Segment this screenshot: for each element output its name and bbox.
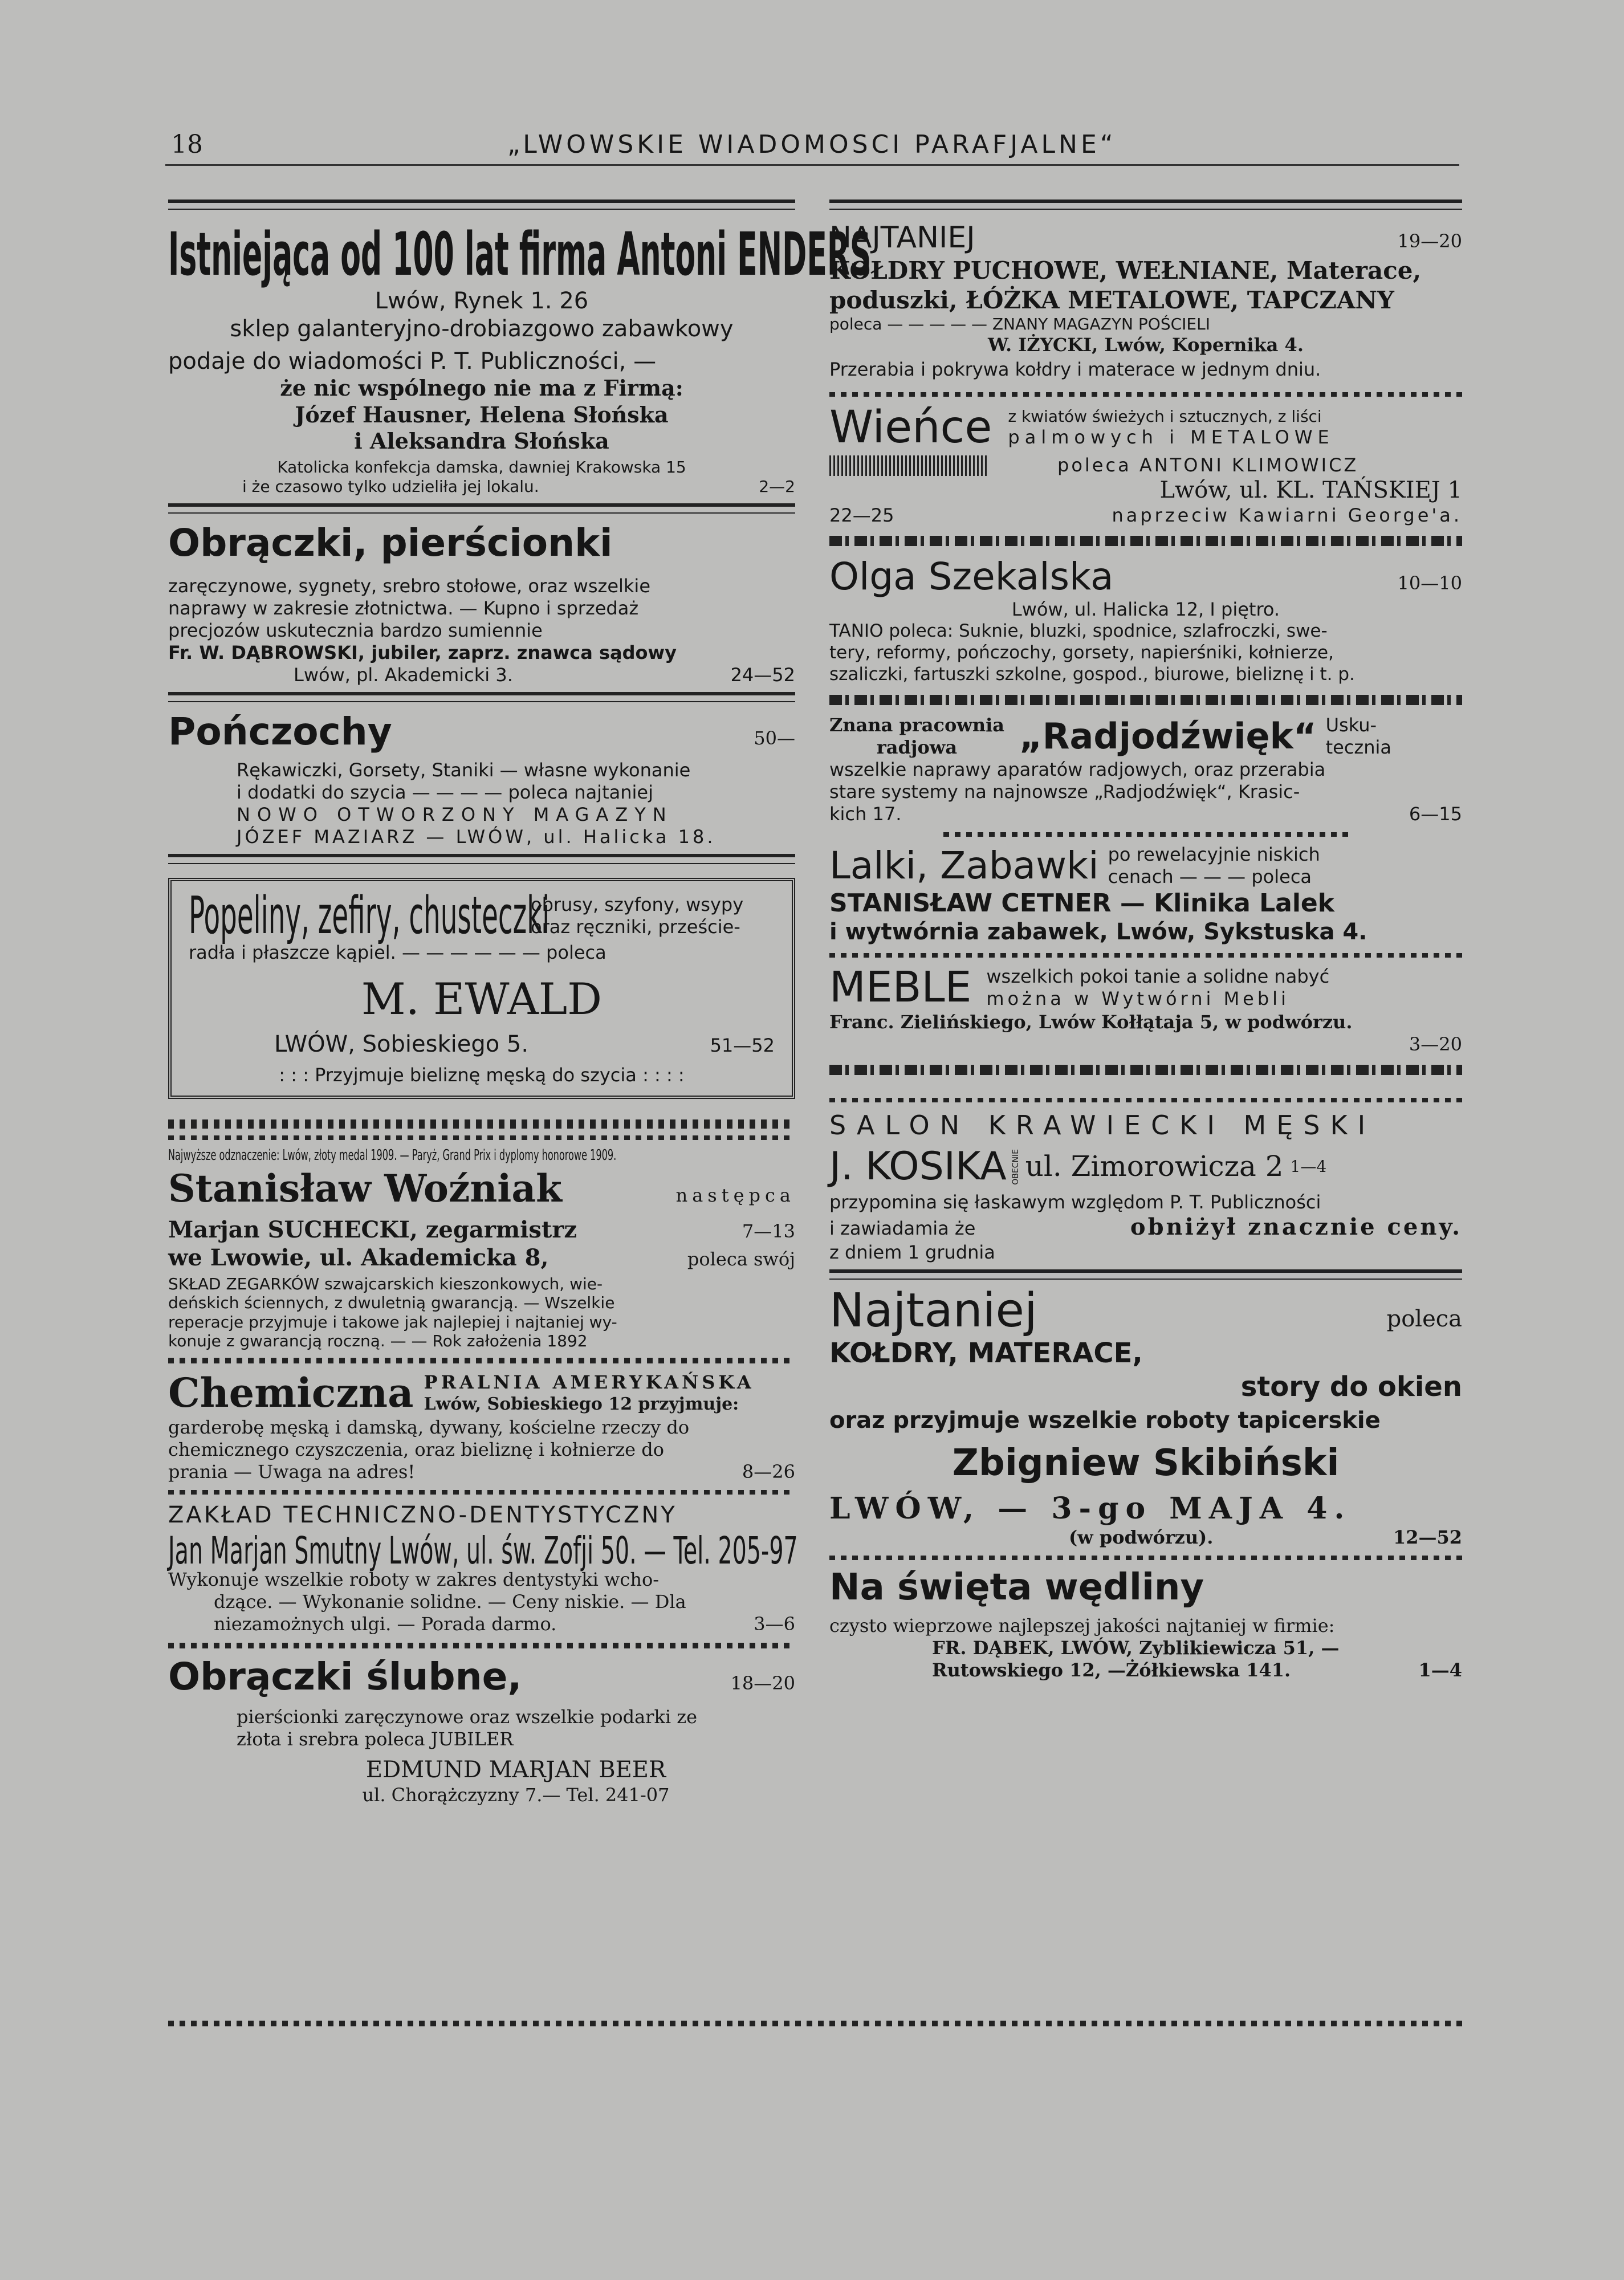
ad-name: M. EWALD <box>361 973 603 1024</box>
ad-code: 50— <box>754 727 795 749</box>
ad-text: dzące. — Wykonanie solidne. — Ceny niskie. — Dla <box>214 1591 686 1613</box>
ad-text: złota i srebra poleca JUBILER <box>237 1728 514 1750</box>
divider <box>829 1556 1462 1560</box>
ad-title: MEBLE <box>829 963 972 1012</box>
ad-text: Rękawiczki, Gorsety, Staniki — własne wykonanie <box>237 759 691 781</box>
divider <box>168 1643 795 1648</box>
ad-maziarz <box>168 710 795 848</box>
ad-text: KOŁDRY, MATERACE, <box>829 1337 1143 1370</box>
ad-ewald <box>168 878 795 1099</box>
ad-text: wszelkie naprawy aparatów radjowych, oraz przerabia <box>829 758 1326 780</box>
ad-text: PRALNIA AMERYKAŃSKA <box>424 1371 755 1394</box>
ad-text: i dodatki do szycia — — — — poleca najtaniej <box>237 781 653 803</box>
page-header <box>165 130 1459 166</box>
ad-text: W. IŻYCKI, Lwów, Kopernika 4. <box>988 333 1304 356</box>
ad-text: : : : Przyjmuje bieliznę męską do szycia : : : : <box>279 1064 685 1086</box>
ad-title: SALON KRAWIECKI MĘSKI <box>829 1109 1376 1141</box>
ad-text: niezamożnych ulgi. — Porada darmo. <box>214 1613 557 1635</box>
ad-text: Najwyższe odznaczenie: Lwów, złoty medal 1909. — Paryż, Grand Prix i dyplomy honorowe 1909. <box>168 1147 617 1165</box>
ad-text: LWÓW, Sobieskiego 5. <box>274 1031 529 1058</box>
ad-text: przypomina się łaskawym względom P. T. Publiczności <box>829 1191 1321 1214</box>
ad-text: LWÓW, — 3-go MAJA 4. <box>829 1491 1352 1526</box>
ad-enders <box>168 219 872 496</box>
ad-title: Lalki, Zabawki <box>829 843 1099 887</box>
divider <box>829 1098 1462 1102</box>
ad-text: Usku- <box>1325 714 1377 736</box>
ad-text: z kwiatów świeżych i sztucznych, z liści <box>1008 407 1322 426</box>
ad-dabek <box>829 1567 1462 1681</box>
ad-code: 22—25 <box>829 504 894 527</box>
ad-text: (w podwórzu). <box>1069 1526 1214 1548</box>
ad-text: tecznia <box>1325 736 1391 758</box>
ad-text: SKŁAD ZEGARKÓW szwajcarskich kieszonkowych, wie- <box>168 1274 603 1293</box>
ad-text: wszelkich pokoi tanie a solidne nabyć <box>986 965 1330 987</box>
ad-text: że nic wspólnego nie ma z Firmą: <box>280 375 683 401</box>
ad-text: radjowa <box>876 736 958 758</box>
divider <box>168 199 795 210</box>
divider <box>168 1119 795 1129</box>
ad-text: JÓZEF MAZIARZ — LWÓW, ul. Halicka 18. <box>237 825 716 848</box>
ad-text: KOŁDRY PUCHOWE, WEŁNIANE, Materace, <box>829 256 1422 285</box>
ad-text: poleca — — — — — ZNANY MAGAZYN POŚCIELI <box>829 314 1210 333</box>
ad-text: z dniem 1 grudnia <box>829 1241 995 1263</box>
divider <box>168 1490 795 1495</box>
divider <box>829 392 1462 397</box>
ad-text: po rewelacyjnie niskich <box>1108 843 1320 865</box>
ad-text: oraz przyjmuje wszelkie roboty tapicerskie <box>829 1407 1381 1434</box>
page-number: 18 <box>171 130 203 159</box>
ad-title: Olga Szekalska <box>829 555 1114 599</box>
ad-text: można w Wytwórni Mebli <box>986 987 1289 1009</box>
ad-text: Lwów, ul. Halicka 12, I piętro. <box>1011 598 1280 621</box>
ad-title: Pończochy <box>168 709 392 754</box>
ad-text: Znana pracownia <box>829 714 1004 736</box>
ad-text: Marjan SUCHECKI, zegarmistrz <box>168 1216 577 1244</box>
ad-text: Lwów, Rynek 1. 26 <box>375 288 589 314</box>
right-column <box>829 199 1462 1681</box>
ad-text: Przerabia i pokrywa kołdry i materace w jednym dniu. <box>829 358 1321 380</box>
ad-zielinski <box>829 964 1462 1055</box>
ad-code: 3—20 <box>1409 1033 1462 1055</box>
ad-text: Franc. Zielińskiego, Lwów Kołłątaja 5, w podwórzu. <box>829 1011 1353 1033</box>
ad-kosika <box>829 1109 1462 1264</box>
ad-chemiczna <box>168 1370 795 1483</box>
ad-text: sklep galanteryjno-drobiazgowo zabawkowy <box>230 315 734 342</box>
ad-text: prania — Uwaga na adres! <box>168 1460 416 1483</box>
ad-text: Fr. W. DĄBROWSKI, jubiler, zaprz. znawca sądowy <box>168 641 677 663</box>
ad-code: 3—6 <box>754 1613 795 1635</box>
ad-text: naprzeciw Kawiarni George'a. <box>1112 504 1462 527</box>
ad-name: Stanisław Woźniak <box>168 1166 562 1211</box>
ad-szekalska <box>829 555 1462 685</box>
ad-text: i Aleksandra Słońska <box>354 428 609 454</box>
ad-radjodzwiek <box>829 714 1462 825</box>
ad-text: oraz ręczniki, przeście- <box>531 915 740 938</box>
divider <box>829 695 1462 705</box>
ad-headline: Istniejąca od 100 lat firma Antoni ENDERS <box>168 219 872 289</box>
ad-text: szaliczki, fartuszki szkolne, gospod., biurowe, bieliznę i t. p. <box>829 663 1355 685</box>
divider <box>168 503 795 514</box>
ad-text: radła i płaszcze kąpiel. — — — — — — poleca <box>189 941 607 963</box>
ad-code: 2—2 <box>759 477 795 496</box>
ad-text: palmowych i METALOWE <box>1008 426 1334 448</box>
divider <box>829 1269 1462 1280</box>
ad-text: Lwów, pl. Akademicki 3. <box>294 663 513 686</box>
ad-title: Najtaniej <box>829 1283 1037 1338</box>
ad-text: Katolicka konfekcja damska, dawniej Krakowska 15 <box>277 458 686 477</box>
ad-text: Lwów, ul. KL. TAŃSKIEJ 1 <box>1159 477 1462 504</box>
ad-code: 7—13 <box>742 1220 795 1243</box>
ad-text: we Lwowie, ul. Akademicka 8, <box>168 1244 549 1271</box>
ad-text: poleca swój <box>687 1248 795 1270</box>
ad-text: cenach — — — poleca <box>1108 865 1312 887</box>
ad-title: Obrączki, pierścionki <box>168 520 613 565</box>
ad-title: Wieńce <box>829 401 992 453</box>
ad-text: następca <box>675 1184 795 1207</box>
divider <box>829 1065 1462 1075</box>
ad-title: Obrączki ślubne, <box>168 1654 522 1699</box>
ad-name: EDMUND MARJAN BEER <box>365 1757 666 1784</box>
ad-beer <box>168 1655 795 1807</box>
ad-text: zaręczynowe, sygnety, srebro stołowe, oraz wszelkie <box>168 575 650 597</box>
ad-skibinski <box>829 1285 1462 1549</box>
ad-smutny <box>168 1501 798 1636</box>
ad-text: story do okien <box>1240 1370 1462 1403</box>
ad-text: Józef Hausner, Helena Słońska <box>295 401 669 427</box>
divider <box>168 692 795 702</box>
divider <box>168 1358 795 1363</box>
ad-name: Zbigniew Skibiński <box>952 1442 1340 1484</box>
ad-title: NAJTANIEJ <box>829 221 975 255</box>
ad-text: poleca <box>1386 1305 1462 1332</box>
ad-title: „Radjodźwięk“ <box>1019 715 1317 757</box>
ad-text: kich 17. <box>829 803 902 825</box>
ad-dabrowski <box>168 522 795 686</box>
ad-izycki <box>829 220 1462 381</box>
ad-text: obniżył znacznie ceny. <box>1130 1214 1462 1241</box>
ad-text: garderobę męską i damską, dywany, kościelne rzeczy do <box>168 1416 690 1438</box>
ad-text: FR. DĄBEK, LWÓW, Zyblikiewicza 51, — <box>932 1636 1340 1659</box>
ad-text: Lwów, Sobieskiego 12 przyjmuje: <box>424 1394 739 1414</box>
ad-text: pierścionki zaręczynowe oraz wszelkie podarki ze <box>237 1706 698 1728</box>
divider <box>829 953 1462 958</box>
ad-code: 1—4 <box>1418 1659 1462 1681</box>
ad-text: NOWO OTWORZONY MAGAZYN <box>237 803 673 825</box>
divider <box>943 832 1348 837</box>
ad-text: chemicznego czyszczenia, oraz bieliznę i kołnierze do <box>168 1438 665 1460</box>
divider <box>168 1135 795 1140</box>
ad-text: precjozów uskutecznia bardzo sumiennie <box>168 619 543 641</box>
ad-name: J. KOSIKA <box>829 1143 1007 1189</box>
ad-text: naprawy w zakresie złotnictwa. — Kupno i sprzedaż <box>168 597 639 619</box>
divider <box>829 199 1462 210</box>
ad-text: reperacje przyjmuje i takowe jak najlepiej i najtaniej wy- <box>168 1312 617 1332</box>
ad-text: i zawiadamia że <box>829 1218 976 1240</box>
ad-text: deńskich ściennych, z dwuletnią gwarancją. — Wszelkie <box>168 1293 615 1313</box>
ad-code: 51—52 <box>710 1035 775 1057</box>
ad-text: czysto wieprzowe najlepszej jakości najtaniej w firmie: <box>829 1614 1335 1636</box>
ad-text: konuje z gwarancją roczną. — — Rok założenia 1892 <box>168 1332 588 1351</box>
ad-title: ZAKŁAD TECHNICZNO-DENTYSTYCZNY <box>168 1501 677 1528</box>
ad-code: 12—52 <box>1393 1526 1462 1548</box>
ad-text: TANIO poleca: Suknie, bluzki, spodnice, szlafroczki, swe- <box>829 621 1328 642</box>
ad-code: 19—20 <box>1397 230 1462 252</box>
ad-text: poduszki, ŁÓŻKA METALOWE, TAPCZANY <box>829 286 1394 314</box>
ad-text: podaje do wiadomości P. T. Publiczności, — <box>168 348 657 374</box>
vertical-label: OBECNIE <box>1011 1149 1020 1185</box>
decorative-bars <box>829 455 989 476</box>
ad-text: i wytwórnia zabawek, Lwów, Sykstuska 4. <box>829 919 1367 946</box>
ad-headline: Jan Marjan Smutny Lwów, ul. św. Zofji 50. — Tel. 205-97 <box>168 1529 798 1573</box>
ad-title: Chemiczna <box>168 1369 414 1417</box>
ad-text: Wykonuje wszelkie roboty w zakres dentystyki wcho- <box>168 1569 660 1591</box>
ad-text: stare systemy na najnowsze „Radjodźwięk“, Krasic- <box>829 780 1300 803</box>
ad-code: 6—15 <box>1409 803 1462 825</box>
ad-code: 10—10 <box>1397 572 1462 595</box>
ad-cetner <box>829 844 1462 947</box>
ad-title: Na święta wędliny <box>829 1566 1204 1609</box>
divider <box>829 536 1462 546</box>
ad-code: 24—52 <box>730 663 795 686</box>
ad-text: ul. Chorążczyzny 7.— Tel. 241-07 <box>362 1784 670 1806</box>
ad-headline: Popeliny, zefiry, chusteczki <box>189 886 550 946</box>
ad-text: STANISŁAW CETNER — Klinika Lalek <box>829 888 1335 918</box>
ad-text: tery, reformy, pończochy, gorsety, napierśniki, kołnierze, <box>829 642 1334 663</box>
ad-wozniak <box>168 1147 795 1351</box>
ad-code: 8—26 <box>742 1460 795 1483</box>
ad-text: Rutowskiego 12, —Żółkiewska 141. <box>932 1659 1291 1681</box>
ad-text: i że czasowo tylko udzieliła jej lokalu. <box>242 477 539 496</box>
ad-code: 18—20 <box>730 1672 795 1694</box>
ad-text: poleca ANTONI KLIMOWICZ <box>1057 454 1359 477</box>
ad-code: 1—4 <box>1290 1157 1327 1176</box>
bottom-divider <box>168 2021 1462 2026</box>
ad-text: obrusy, szyfony, wsypy <box>531 893 744 915</box>
page-title: „LWOWSKIE WIADOMOSCI PARAFJALNE“ <box>507 130 1117 159</box>
divider <box>168 854 795 864</box>
ad-klimowicz <box>829 401 1462 527</box>
ad-text: ul. Zimorowicza 2 <box>1025 1150 1284 1183</box>
